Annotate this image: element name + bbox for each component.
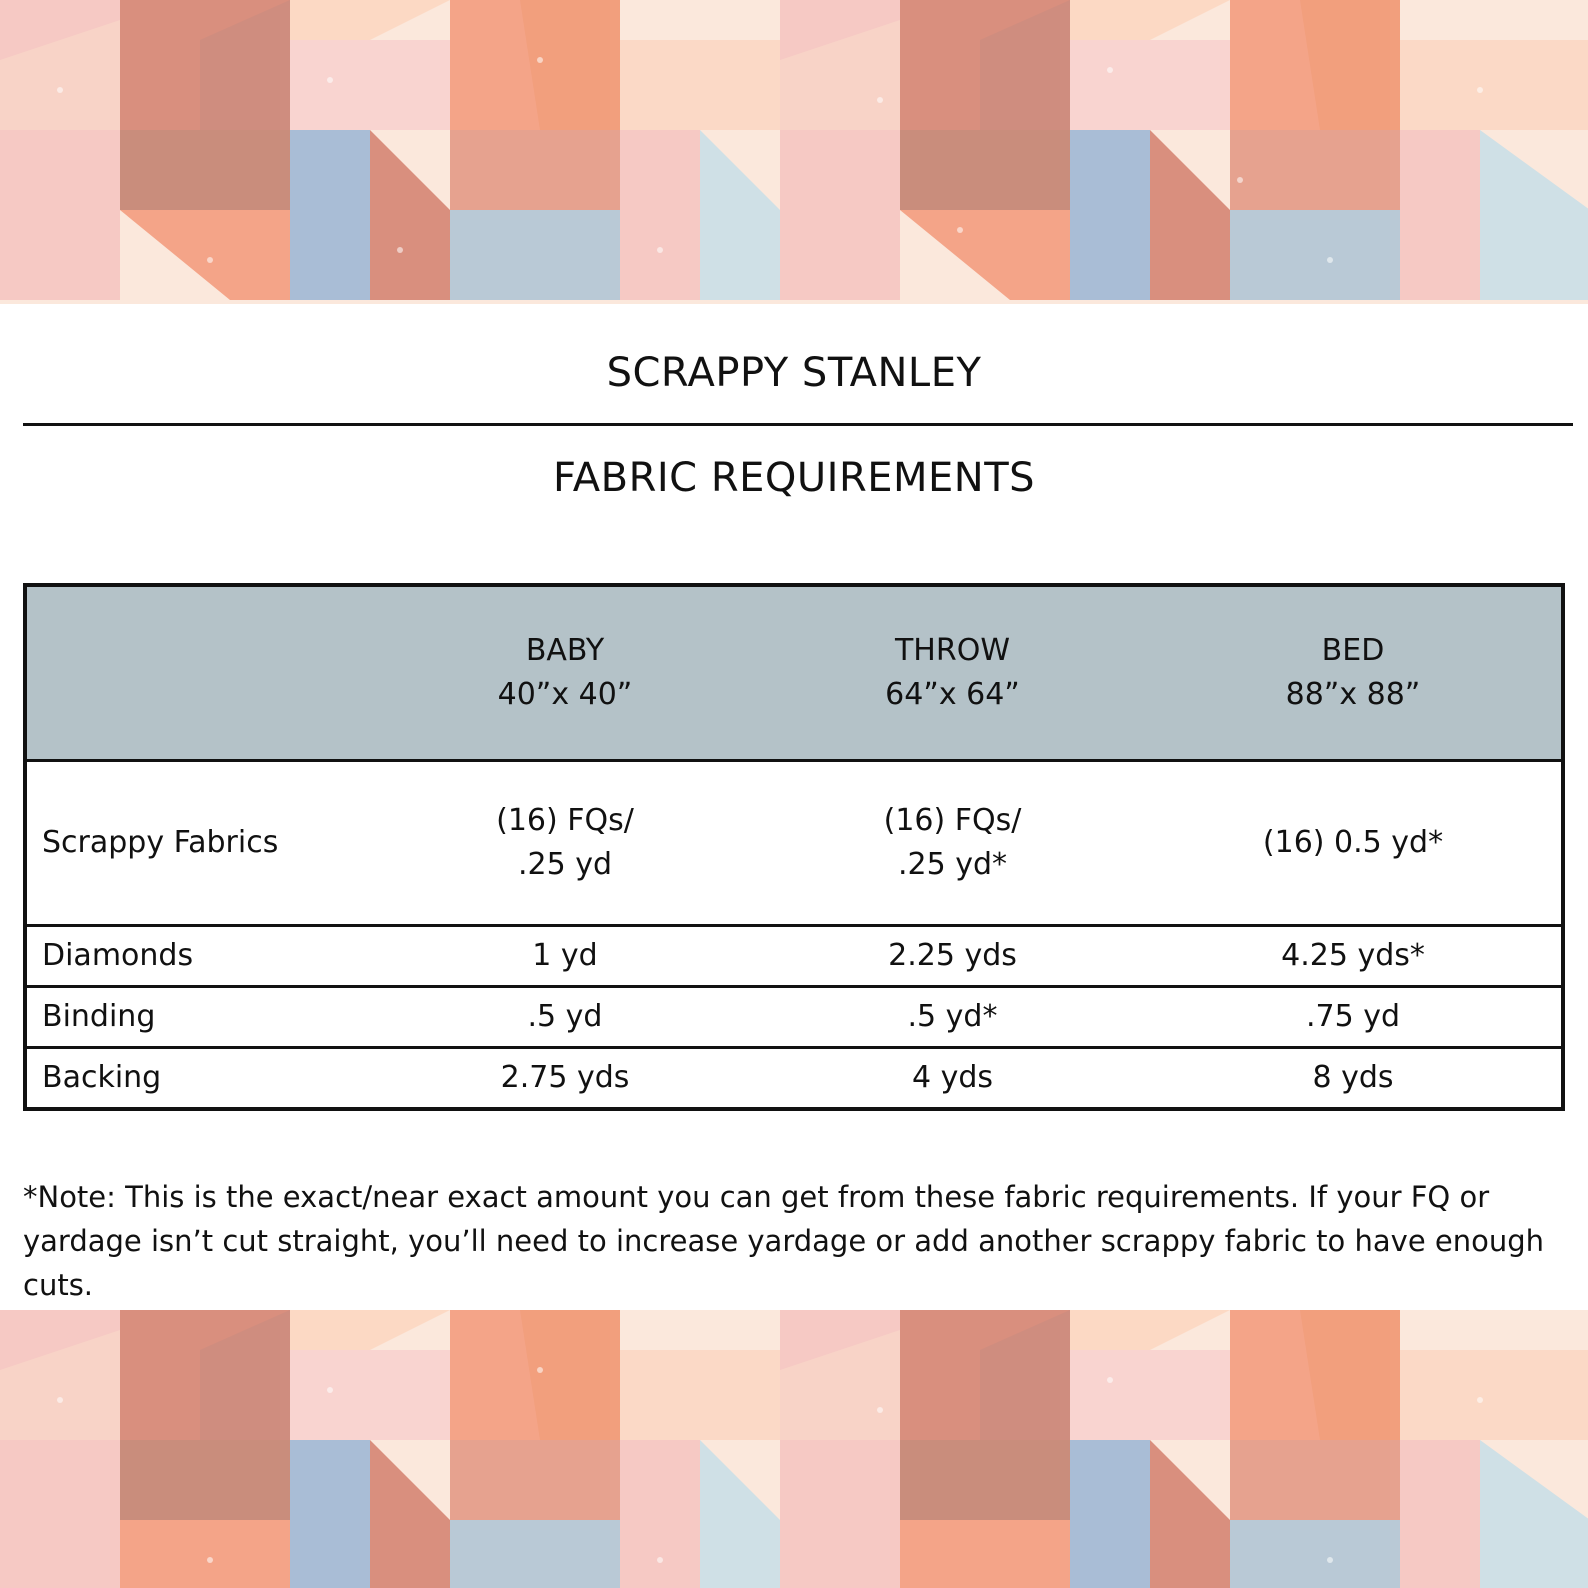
header-size: 64”x 64” [885,677,1020,712]
quilt-pattern-illustration [0,1310,1588,1588]
footnote: *Note: This is the exact/near exact amount you can get from these fabric requirements. If your FQ or yardage isn’t cut straight, you’ll need to increase yardage or add another scrappy fabric to have enough cuts. [23,1180,1545,1302]
cell-bed: .75 yd [1145,987,1563,1048]
header-name: THROW [894,633,1010,668]
row-label: Diamonds [25,926,370,987]
cell-line: .25 yd [517,847,613,882]
cell-baby: 1 yd [370,926,760,987]
header-throw [760,585,1145,761]
quilt-pattern-illustration [0,0,1588,304]
cell-baby: 2.75 yds [370,1048,760,1110]
table-row [25,761,1563,926]
cell-throw: .5 yd* [760,987,1145,1048]
header-bed [1145,585,1563,761]
table-row [25,1048,1563,1110]
header-name: BABY [525,633,605,668]
cell-throw [760,761,1145,926]
cell-line: .25 yd* [897,847,1008,882]
quilt-pattern-banner-top [0,0,1588,304]
section-title: FABRIC REQUIREMENTS [552,455,1036,501]
cell-line: (16) FQs/ [496,803,634,838]
cell-line: (16) FQs/ [883,803,1022,838]
header-name: BED [1321,633,1385,668]
patchwork-tile [0,0,780,300]
cell-bed: 8 yds [1145,1048,1563,1110]
table-header-row [25,585,1563,761]
table-row [25,987,1563,1048]
table-row [25,926,1563,987]
header-size: 88”x 88” [1285,677,1421,712]
row-label: Binding [25,987,370,1048]
page-title: SCRAPPY STANLEY [606,350,982,396]
cell-throw: 2.25 yds [760,926,1145,987]
quilt-pattern-banner-bottom [0,1310,1588,1588]
row-label: Backing [25,1048,370,1110]
header-empty-cell [25,585,370,761]
fabric-requirements-table [23,583,1565,1111]
title-divider [23,423,1573,426]
header-baby [370,585,760,761]
cell-baby: .5 yd [370,987,760,1048]
row-label: Scrappy Fabrics [25,761,370,926]
cell-throw: 4 yds [760,1048,1145,1110]
header-size: 40”x 40” [497,677,633,712]
cell-bed: 4.25 yds* [1145,926,1563,987]
cell-baby [370,761,760,926]
cell-bed: (16) 0.5 yd* [1145,761,1563,926]
